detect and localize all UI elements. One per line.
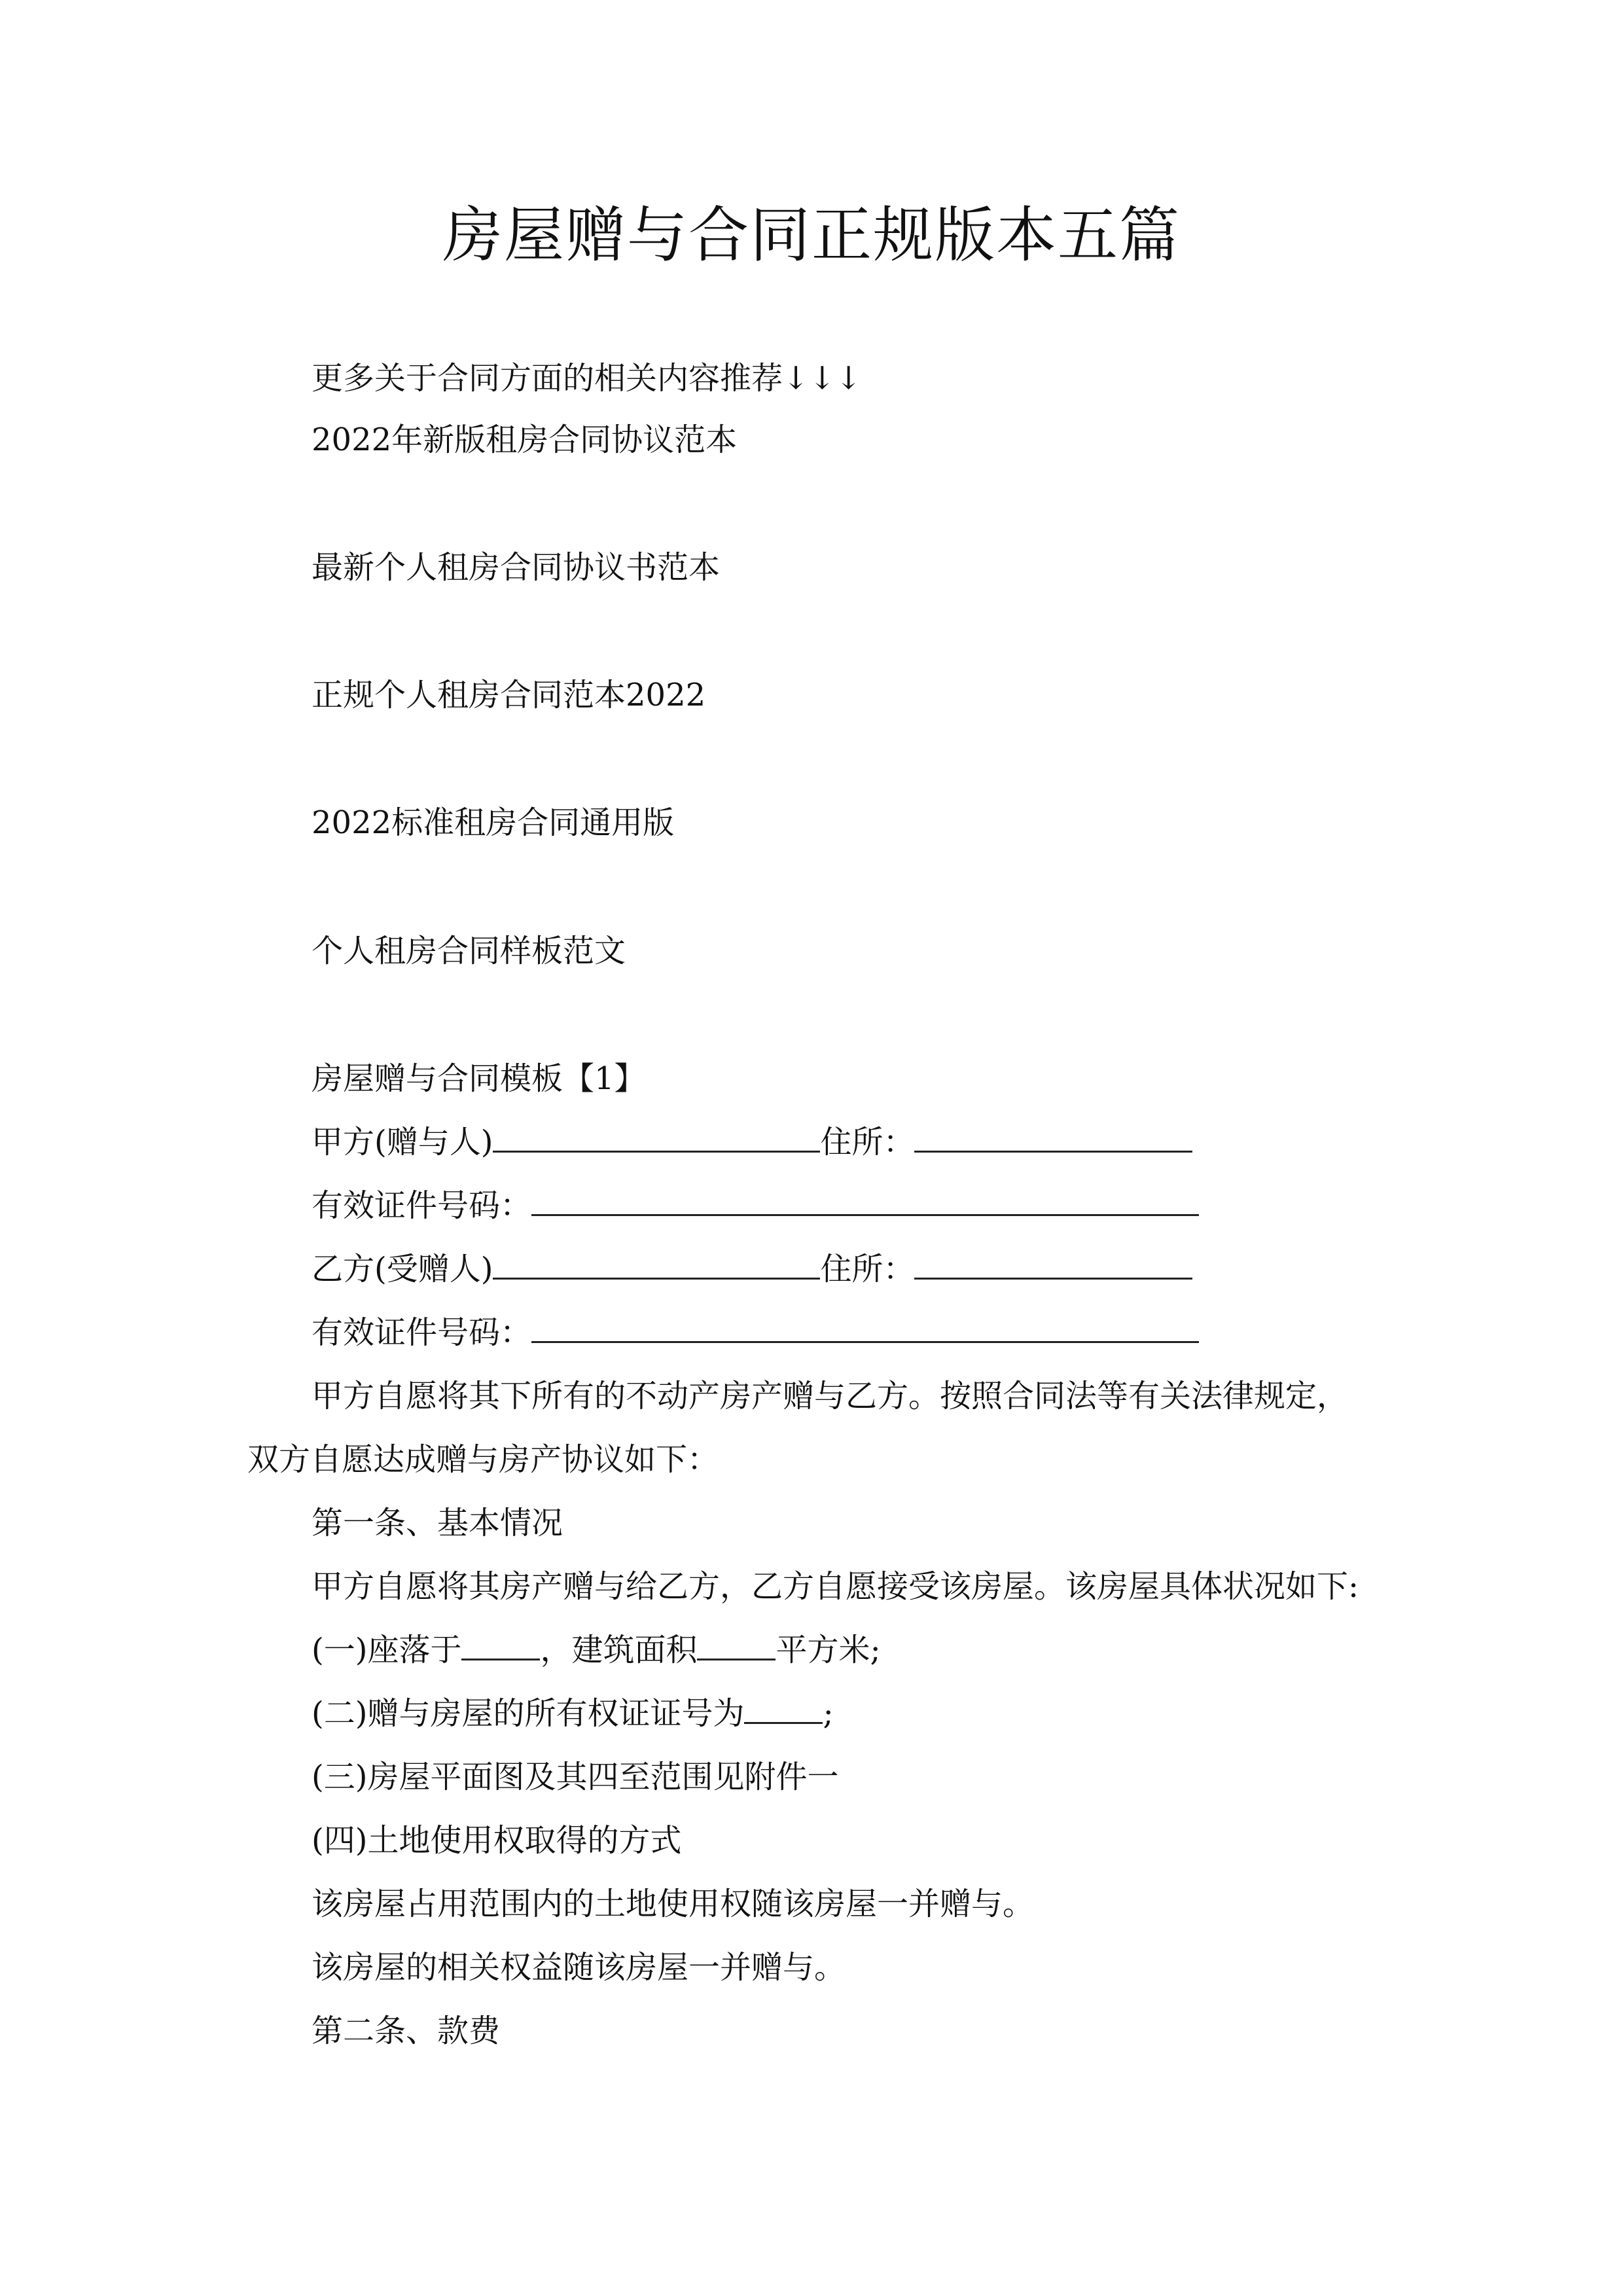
recommend-intro: 更多关于合同方面的相关内容推荐↓↓↓ (312, 360, 862, 397)
party-a-id-blank (531, 1185, 1199, 1216)
article-1-description: 甲方自愿将其房产赠与给乙方，乙方自愿接受该房屋。该房屋具体状况如下: (312, 1568, 1359, 1605)
intro-paragraph-line-1: 甲方自愿将其下所有的不动产房产赠与乙方。按照合同法等有关法律规定， (312, 1378, 1349, 1414)
recommendation-link-1[interactable]: 2022年新版租房合同协议范本 (312, 422, 738, 458)
item-1-area-blank (697, 1630, 776, 1660)
recommendation-link-2[interactable]: 最新个人租房合同协议书范本 (312, 549, 721, 586)
party-a-label: 甲方(赠与人) (312, 1124, 493, 1160)
related-rights-text: 该房屋的相关权益随该房屋一并赠与。 (312, 1949, 846, 1986)
party-b-id-row (312, 1310, 1199, 1355)
party-b-name-blank (493, 1249, 820, 1280)
item-2-certificate-label: (二)赠与房屋的所有权证证号为 (312, 1695, 745, 1732)
party-b-row (312, 1246, 1192, 1292)
intro-paragraph-line-2: 双方自愿达成赠与房产协议如下： (247, 1441, 719, 1478)
party-a-id-row (312, 1183, 1199, 1229)
article-2-title: 第二条、款费 (312, 2013, 501, 2049)
document-title: 房屋赠与合同正规版本五篇 (442, 200, 1181, 270)
article-1-title: 第一条、基本情况 (312, 1505, 563, 1541)
land-right-text: 该房屋占用范围内的土地使用权随该房屋一并赠与。 (312, 1886, 1035, 1922)
party-a-address-blank (914, 1122, 1192, 1153)
party-a-name-blank (493, 1122, 820, 1153)
item-1-location-label: (一)座落于 (312, 1632, 462, 1668)
party-a-row (312, 1119, 1192, 1165)
recommendation-link-5[interactable]: 个人租房合同样板范文 (312, 933, 626, 969)
item-4-land-use: (四)土地使用权取得的方式 (312, 1822, 682, 1859)
party-b-label: 乙方(受赠人) (312, 1251, 493, 1287)
item-2-certificate (312, 1691, 834, 1736)
party-b-id-label: 有效证件号码： (312, 1314, 532, 1351)
recommendation-link-4[interactable]: 2022标准租房合同通用版 (312, 804, 675, 841)
item-3-floor-plan: (三)房屋平面图及其四至范围见附件一 (312, 1759, 839, 1795)
party-a-address-label: 住所： (820, 1124, 915, 1160)
party-a-id-label: 有效证件号码： (312, 1187, 532, 1224)
item-2-certificate-blank (744, 1693, 823, 1724)
party-b-address-label: 住所： (820, 1251, 915, 1287)
item-1-unit: 平方米; (776, 1632, 881, 1668)
recommendation-link-3[interactable]: 正规个人租房合同范本2022 (312, 677, 706, 713)
item-1-location-blank (461, 1630, 540, 1660)
item-1-area-label: ，建筑面积 (540, 1632, 698, 1668)
party-b-address-blank (914, 1249, 1192, 1280)
party-b-id-blank (531, 1312, 1199, 1343)
item-1-location-area (312, 1627, 881, 1673)
item-2-end: ; (823, 1695, 834, 1732)
template-heading: 房屋赠与合同模板【1】 (312, 1060, 646, 1097)
